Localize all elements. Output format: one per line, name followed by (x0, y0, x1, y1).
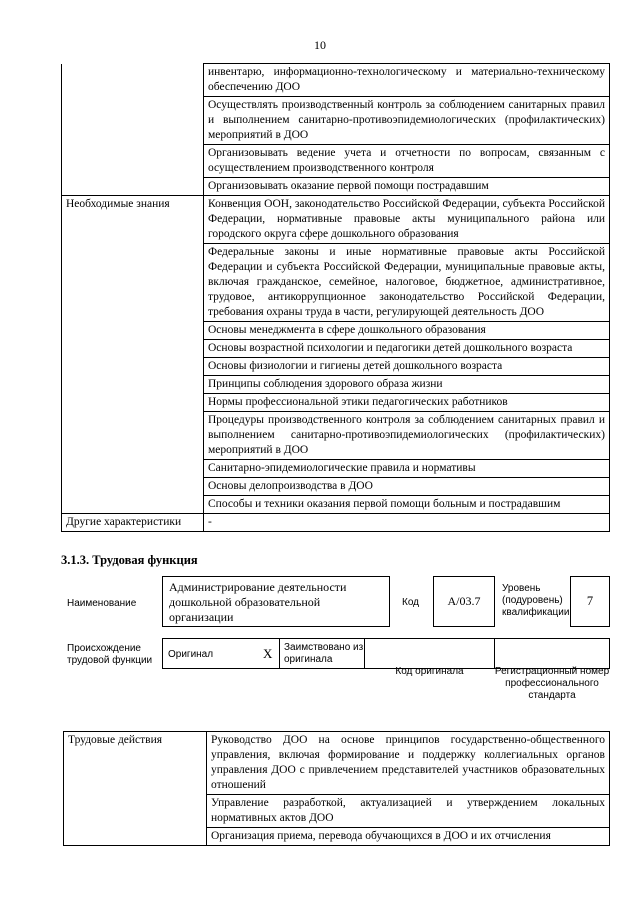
original-label: Оригинал (168, 649, 214, 660)
knowledge-table (61, 63, 610, 532)
level-label: Уровень (подуровень) квалификации (502, 583, 570, 618)
table-row: Основы возрастной психологии и педагогики детей дошкольного возраста (204, 340, 610, 358)
level-value: 7 (586, 594, 594, 608)
knowledge-label: Необходимые знания (62, 196, 204, 514)
table-row: Процедуры производственного контроля за соблюдением санитарных правил и выполнением санитарно-противоэпидемиологических (профилактических) мероприятий в ДОО (204, 412, 610, 460)
table-row: инвентарю, информационно-технологическому и материально-техническому обеспечению ДОО (204, 64, 610, 97)
table-row: Организовывать ведение учета и отчетности по вопросам, связанным с осуществлением производственного контроля (204, 145, 610, 178)
table-row: Основы менеджмента в сфере дошкольного образования (204, 322, 610, 340)
other-characteristics-label: Другие характеристики (62, 514, 204, 532)
table-row: Санитарно-эпидемиологические правила и нормативы (204, 460, 610, 478)
empty-label-cell (62, 64, 204, 196)
table-row: Принципы соблюдения здорового образа жизни (204, 376, 610, 394)
original-mark: X (263, 646, 273, 661)
table-row: Федеральные законы и иные нормативные правовые акты Российской Федерации и субъекта Российской Федерации, муниципальные правовые акты, включая гражданское, семейное, налоговое, бюджетное, административное, трудовое, антикоррупционное законодательство Российской Федерации, требования охраны труда в части, регулирующей деятельность ДОО (204, 244, 610, 322)
table-row: Управление разработкой, актуализацией и утверждением локальных нормативных актов ДОО (207, 795, 610, 828)
table-row: Организовывать оказание первой помощи пострадавшим (204, 178, 610, 196)
table-row: Основы физиологии и гигиены детей дошкольного возраста (204, 358, 610, 376)
table-row: Основы делопроизводства в ДОО (204, 478, 610, 496)
labor-actions-label: Трудовые действия (64, 732, 207, 846)
original-box (162, 638, 280, 669)
borrowed-label: Заимствовано из оригинала (284, 642, 364, 665)
table-row: Руководство ДОО на основе принципов государственно-общественного управления, включая формирование и поддержку коллегиальных органов управления ДОО с привлечением представителей участников образовательных отношений (207, 732, 610, 795)
table-row: Осуществлять производственный контроль за соблюдением санитарных правил и выполнением санитарно-противоэпидемиологических (профилактических) мероприятий в ДОО (204, 97, 610, 145)
level-box (570, 576, 610, 627)
table-row: Организация приема, перевода обучающихся в ДОО и их отчисления (207, 828, 610, 846)
borrowed-box (279, 638, 365, 669)
origin-code-field (364, 638, 495, 669)
page-number: 10 (314, 38, 326, 52)
origin-code-label: Код оригинала (395, 666, 464, 677)
function-name: Администрирование деятельности дошкольной образовательной организации (169, 580, 347, 624)
other-characteristics-value: - (204, 514, 610, 532)
table-row: Нормы профессиональной этики педагогических работников (204, 394, 610, 412)
table-row: Способы и техники оказания первой помощи больным и пострадавшим (204, 496, 610, 514)
code-label: Код (402, 597, 420, 608)
code-value: А/03.7 (447, 594, 481, 608)
labor-actions-table (63, 731, 610, 846)
reg-number-label: Регистрационный номер профессионального стандарта (494, 666, 610, 701)
code-box (433, 576, 495, 627)
table-row: Конвенция ООН, законодательство Российской Федерации, субъекта Российской Федерации, нормативные правовые акты муниципального района или городского округа сфере дошкольного образования (204, 196, 610, 244)
name-label: Наименование (67, 598, 137, 609)
section-heading: 3.1.3. Трудовая функция (61, 553, 198, 567)
function-name-box (162, 576, 390, 627)
origin-label: Происхождение трудовой функции (67, 643, 153, 666)
reg-number-field (494, 638, 610, 669)
